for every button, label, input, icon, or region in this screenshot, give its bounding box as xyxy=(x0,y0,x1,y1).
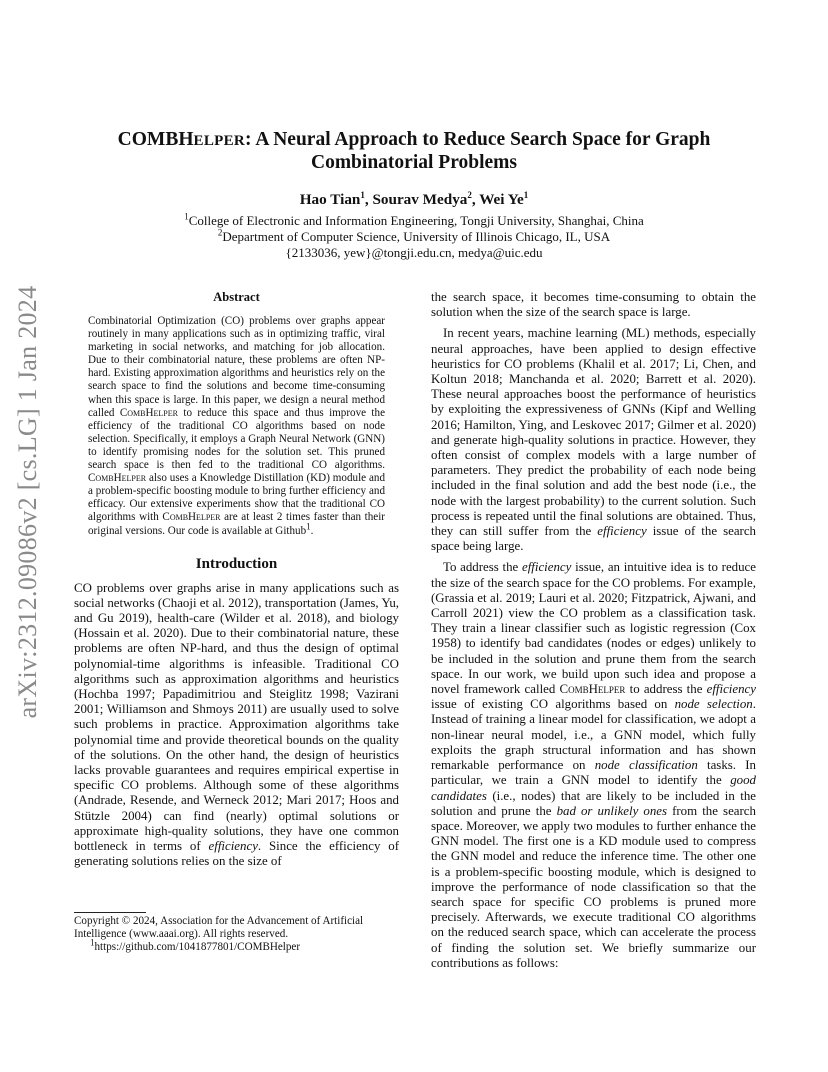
paper-title xyxy=(80,129,748,174)
method-name: CombHelper xyxy=(88,472,147,485)
intro-paragraph xyxy=(431,560,756,970)
affil-mark: 2 xyxy=(217,227,223,238)
method-name: CombHelper xyxy=(162,511,221,524)
author-name: Hao Tian xyxy=(299,191,361,208)
intro-run: tasks. In particular, we train a GNN model to identify the xyxy=(431,758,756,788)
intro-run: . Instead of training a linear model for classification, we adopt a non-linear neural model, i.e., a GNN model, which fully exploits the graph structural information and has shown remarkable performance on xyxy=(431,697,756,773)
copyright-notice: Copyright © 2024, Association for the Advancement of Artificial Intelligence (www.aaai.org). All rights reserved. xyxy=(74,915,364,940)
intro-paragraph xyxy=(74,581,399,870)
author-affil-mark: 1 xyxy=(523,189,529,200)
intro-run: (i.e., nodes) that are likely to be included in the solution and prune the xyxy=(431,788,756,818)
emphasis: good candidates xyxy=(431,773,756,803)
author-emails: {2133036, yew}@tongji.edu.cn, medya@uic.edu xyxy=(285,245,543,260)
intro-run: from the search space. Moreover, we apply two modules to further enhance the GNN model. The first one is a KD module used to compress the GNN model and reduce the inference time. The other one is a problem-specific boosting module, which is designed to improve the performance of node classification so that the search space for specific CO problems is pruned more precisely. Afterwards, we execute traditional CO algorithms on the reduced search space, which can accelerate the process of finding the solution set. We briefly summarize our contributions as follows: xyxy=(431,803,756,970)
emphasis: efficiency xyxy=(522,560,572,575)
abstract-run: also uses a Knowledge Distillation (KD) module and a problem-specific boosting module to bring further efficiency and efficacy. Our extensive experiments show that the traditional CO algorithms with xyxy=(88,472,385,524)
intro-paragraph xyxy=(431,326,756,554)
title-part2: ELPER xyxy=(193,133,246,149)
arxiv-stamp-text: arXiv:2312.09086v2 [cs.LG] 1 Jan 2024 xyxy=(13,285,42,719)
arxiv-stamp xyxy=(6,285,50,719)
author-affil-mark: 2 xyxy=(467,189,472,200)
affil-mark: 1 xyxy=(184,211,189,222)
abstract-text xyxy=(88,315,385,538)
intro-run: In recent years, machine learning (ML) methods, especially neural approaches, have been applied to design effective heuristics for CO problems (Khalil et al. 2017; Li, Chen, and Koltun 2018; Manchanda et al. 2020; Barrett et al. 2020). These neural approaches boost the performance of heuristics by exploiting the expressiveness of GNNs (Kipf and Welling 2016; Hamilton, Ying, and Leskovec 2017; Gilmer et al. 2020) and generate high-quality solutions in practice. However, they often consist of complex models with a large number of parameters. They predict the probability of each node being included in the final solution and add the best node (i.e., the node with the largest probability) to the current solution. Such process is repeated until the final solutions are obtained. Thus, they can still suffer from the xyxy=(431,326,756,539)
affiliation-text: College of Electronic and Information Engineering, Tongji University, Shanghai, China xyxy=(188,213,644,228)
emphasis: node selection xyxy=(674,697,753,712)
footnote-url: https://github.com/1041877801/COMBHelper xyxy=(94,940,301,953)
title-part1: COMBH xyxy=(117,129,194,150)
abstract-run: . xyxy=(310,524,314,537)
intro-run: CO problems over graphs arise in many applications such as social networks (Chaoji et al. 2012), transportation (James, Yu, and Gu 2019), health-care (Wilder et al. 2018), and biology (Hossain et al. 2020). Due to their combinatorial nature, these problems are often NP-hard, and thus the design of optimal polynomial-time algorithms is infeasible. Traditional CO algorithms such as approximation algorithms and heuristics (Hochba 1997; Papadimitriou and Steiglitz 1998; Vazirani 2001; Williamson and Shmoys 2011) are usually used to solve such problems in practice. Approximation algorithms take polynomial time and provide theoretical bounds on the quality of the solutions. On the other hand, the design of heuristics lacks provable guarantees and requires empirical expertise in specific CO problems. Although some of these algorithms (Andrade, Resende, and Werneck 2012; Mari 2017; Hoos and Stützle 2004) can find (nearly) optimal solutions or approximate high-quality solutions, they have one common bottleneck in terms of xyxy=(74,580,399,854)
abstract-run: Combinatorial Optimization (CO) problems over graphs appear routinely in many applications such as in optimizing traffic, viral marketing in social networks, and matching for job allocation. Due to their combinatorial nature, these problems are often NP-hard. Existing approximation algorithms and heuristics rely on the search space to find the solutions and become time-consuming when this space is large. In this paper, we design a neural method called xyxy=(88,315,385,419)
intro-run: to address the xyxy=(625,682,707,697)
emphasis: bad or unlikely ones xyxy=(556,803,668,818)
footnote-mark: 1 xyxy=(90,936,95,947)
emphasis: efficiency xyxy=(597,524,647,539)
emphasis: efficiency xyxy=(706,682,756,697)
intro-run: . Since the efficiency of generating solutions relies on the size of xyxy=(74,839,399,869)
emphasis: efficiency xyxy=(208,839,258,854)
abstract-run: are at least 2 times faster than their original versions. Our code is available at Github xyxy=(88,511,385,537)
author-list: Hao Tian$^1$, Sourav Medya$^2$, Wei Ye$^1$ xyxy=(299,189,529,208)
method-name: CombHelper xyxy=(119,406,178,419)
intro-run: issue of existing CO algorithms based on xyxy=(431,697,675,712)
affiliations xyxy=(80,213,748,261)
abstract-run: to reduce this space and thus improve the efficiency of the traditional CO algorithms based on node selection. Specifically, it employs a Graph Neural Network (GNN) to identify promising nodes for the solution set. This pruned search space is then fed to the traditional CO algorithms. xyxy=(88,406,385,472)
left-column xyxy=(74,290,399,869)
author-name: Wei Ye xyxy=(479,191,524,208)
intro-run: To address the xyxy=(443,560,522,575)
footnotes xyxy=(74,912,399,953)
title-line2: Combinatorial Problems xyxy=(310,152,517,173)
affiliation-line xyxy=(80,213,748,229)
footnote-mark: 1 xyxy=(306,520,311,531)
intro-run: issue, an intuitive idea is to reduce the size of the search space for the CO problems. For example, (Grassia et al. 2019; Lauri et al. 2020; Fitzpatrick, Ajwani, and Carroll 2021) view the CO problem as a classification task. They train a linear classifier such as logistic regression (Cox 1958) to identify bad candidates (nodes or edges) unlikely to be included in the solution and prune them from the search space. In our work, we build upon such idea and propose a novel framework called xyxy=(431,560,757,697)
affiliation-line xyxy=(80,229,748,245)
affiliation-text: Department of Computer Science, University of Illinois Chicago, IL, USA xyxy=(222,229,611,244)
right-column xyxy=(431,290,756,971)
method-name: CombHelper xyxy=(559,682,626,697)
introduction-heading: Introduction xyxy=(195,555,278,572)
abstract-heading: Abstract xyxy=(213,290,260,304)
emphasis: node classification xyxy=(594,758,698,773)
intro-paragraph: the search space, it becomes time-consuming to obtain the solution when the size of the search space is large. xyxy=(431,290,756,320)
author-affil-mark: 1 xyxy=(360,189,365,200)
footnote xyxy=(74,936,399,954)
intro-run: issue of the search space being large. xyxy=(431,524,756,554)
title-part3: : A Neural Approach to Reduce Search Space for Graph xyxy=(245,129,711,150)
author-name: Sourav Medya xyxy=(372,191,468,208)
